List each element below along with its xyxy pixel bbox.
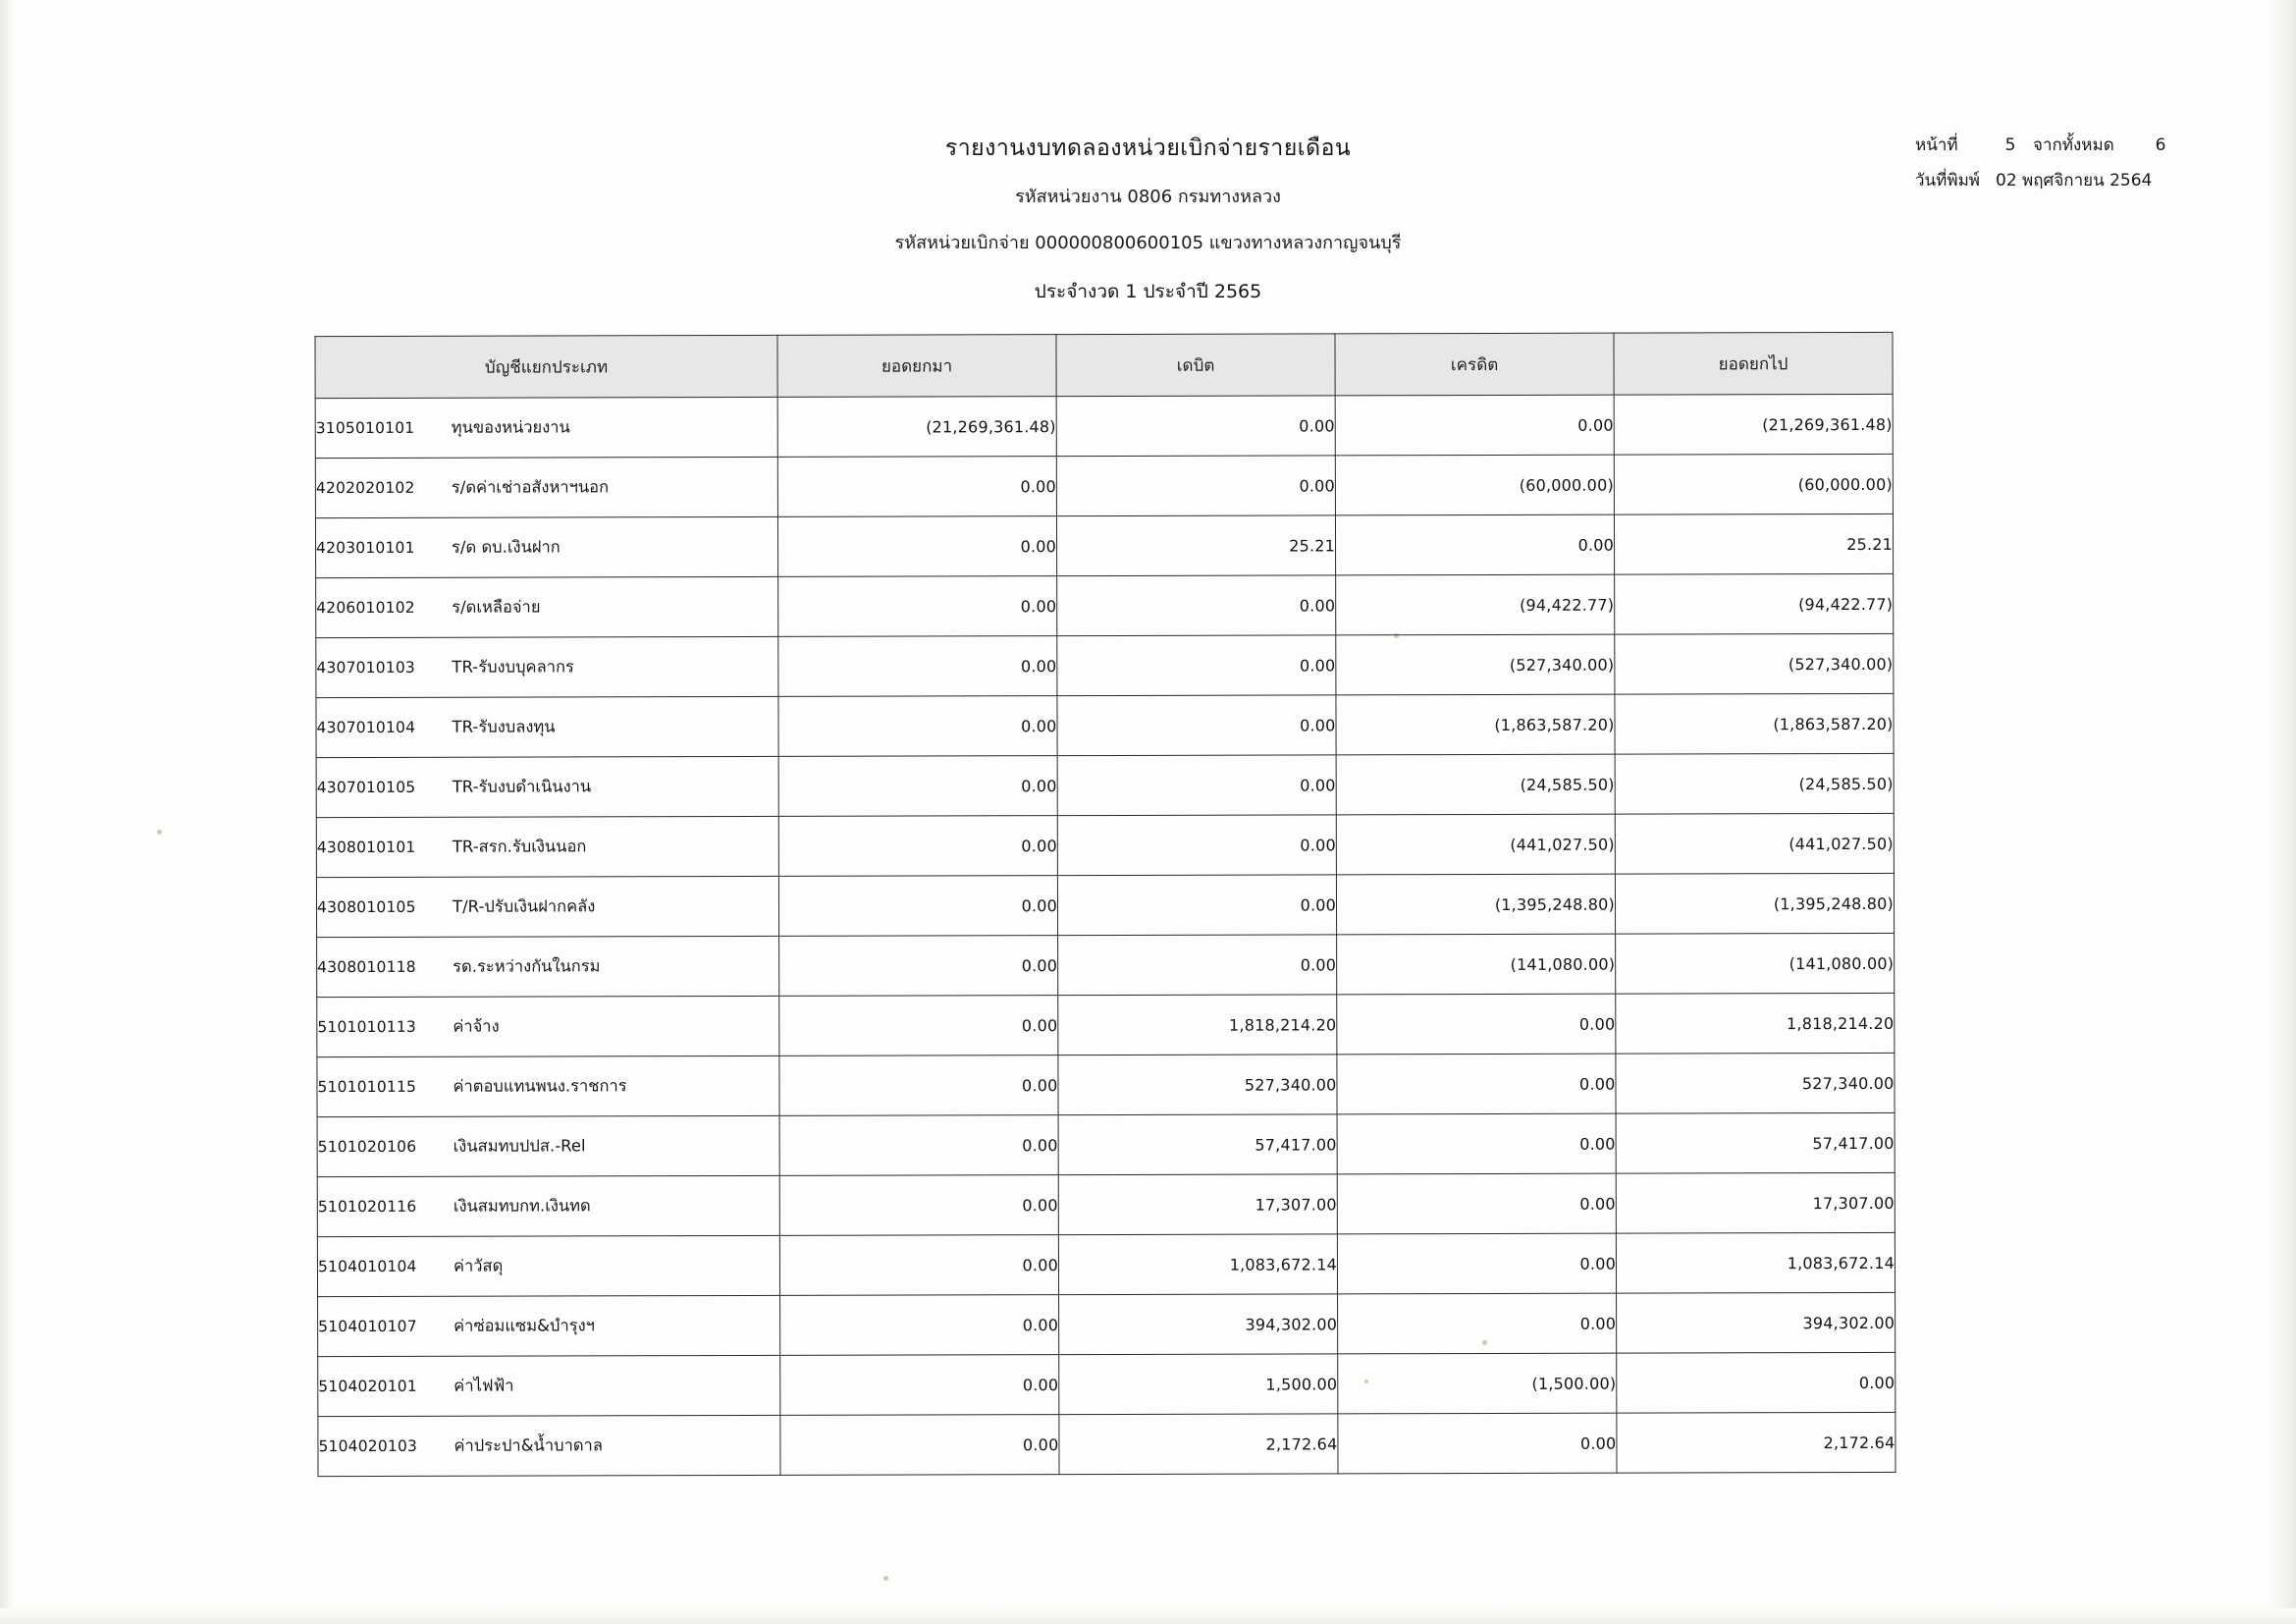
debit-cell: 0.00 (1056, 456, 1335, 516)
account-name: ร/ด ดบ.เงินฝาก (452, 537, 561, 557)
closing-balance-cell: 2,172.64 (1617, 1412, 1896, 1473)
table-row (318, 1292, 1896, 1356)
account-inner (317, 953, 778, 980)
account-code: 5101020116 (317, 1197, 417, 1217)
account-code: 4307010103 (316, 658, 416, 677)
account-cell (316, 576, 778, 637)
total-pages-label: จากทั้งหมด (2033, 135, 2114, 155)
opening-balance-cell: 0.00 (778, 576, 1057, 637)
account-code: 4206010102 (316, 598, 415, 618)
account-inner (316, 654, 777, 680)
account-cell (317, 1235, 779, 1296)
account-cell (315, 457, 777, 517)
account-cell (316, 636, 778, 697)
account-inner (317, 893, 778, 920)
table-row (315, 394, 1893, 458)
account-inner (318, 1133, 779, 1160)
scan-speck (883, 1576, 888, 1581)
print-date-label: วันที่พิมพ์ (1915, 171, 1980, 190)
closing-balance-cell: (527,340.00) (1615, 633, 1894, 694)
credit-cell: 0.00 (1335, 395, 1614, 456)
debit-cell: 0.00 (1058, 935, 1337, 996)
opening-balance-cell: 0.00 (779, 1235, 1058, 1296)
column-header-closing: ยอดยกไป (1614, 332, 1893, 395)
opening-balance-cell: 0.00 (777, 457, 1056, 517)
credit-cell: (1,500.00) (1338, 1353, 1617, 1414)
account-name: TR-รับงบบุคลากร (452, 657, 574, 677)
debit-cell: 527,340.00 (1058, 1055, 1337, 1115)
opening-balance-cell: 0.00 (779, 1175, 1058, 1236)
opening-balance-cell: 0.00 (778, 696, 1057, 757)
debit-cell: 0.00 (1057, 575, 1336, 636)
account-code: 3105010101 (315, 418, 415, 438)
column-header-account: บัญชีแยกประเภท (315, 335, 777, 398)
credit-cell: (60,000.00) (1335, 455, 1614, 515)
opening-balance-cell: 0.00 (780, 1355, 1059, 1416)
table-row (316, 873, 1894, 937)
credit-cell: 0.00 (1337, 994, 1616, 1055)
account-cell (316, 876, 778, 937)
account-code: 5101010115 (317, 1077, 417, 1097)
account-inner (318, 1253, 779, 1279)
opening-balance-cell: 0.00 (779, 996, 1058, 1056)
account-name: ร/ดค่าเช่าอสังหาฯนอก (451, 477, 610, 497)
account-name: ทุนของหน่วยงาน (451, 417, 570, 437)
page-number-row (1915, 128, 2180, 163)
account-cell (316, 696, 778, 757)
credit-cell: (1,395,248.80) (1336, 874, 1615, 935)
credit-cell: (141,080.00) (1337, 934, 1616, 995)
credit-cell: 0.00 (1335, 514, 1614, 575)
account-code: 4308010105 (316, 897, 416, 917)
credit-cell: (527,340.00) (1336, 634, 1615, 695)
table-row (317, 1232, 1895, 1296)
opening-balance-cell: 0.00 (780, 1295, 1059, 1356)
account-code: 4308010118 (317, 957, 416, 977)
account-code: 4203010101 (316, 538, 415, 558)
debit-cell: 17,307.00 (1058, 1174, 1337, 1235)
opening-balance-cell: 0.00 (778, 636, 1057, 697)
table-row (317, 1172, 1895, 1236)
account-code: 5104020103 (318, 1436, 418, 1456)
column-header-opening: ยอดยกมา (777, 335, 1056, 398)
account-name: เงินสมทบปปส.-Rel (453, 1136, 586, 1156)
credit-cell: 0.00 (1338, 1293, 1617, 1354)
account-code: 4308010101 (316, 838, 416, 857)
debit-cell: 1,083,672.14 (1058, 1234, 1337, 1295)
account-name: ค่าจ้าง (453, 1016, 500, 1036)
credit-cell: 0.00 (1337, 1054, 1616, 1114)
opening-balance-cell: 0.00 (779, 1056, 1058, 1116)
account-inner (316, 414, 777, 441)
account-name: TR-รับงบดำเนินงาน (452, 777, 592, 796)
account-code: 4202020102 (315, 478, 415, 498)
account-inner (317, 1073, 778, 1100)
period-line: ประจำงวด 1 ประจำปี 2565 (1034, 281, 1262, 302)
opening-balance-cell: (21,269,361.48) (777, 397, 1056, 458)
account-cell (317, 1056, 779, 1116)
debit-cell: 394,302.00 (1059, 1294, 1338, 1355)
account-name: ค่าไฟฟ้า (454, 1376, 514, 1395)
page-edge-bottom (0, 1608, 2296, 1624)
opening-balance-cell: 0.00 (777, 516, 1056, 577)
account-cell (315, 516, 777, 577)
account-code: 5104020101 (318, 1377, 417, 1396)
account-name: TR-รับงบลงทุน (452, 717, 556, 736)
account-cell (317, 1115, 779, 1176)
closing-balance-cell: 527,340.00 (1616, 1053, 1895, 1113)
opening-balance-cell: 0.00 (779, 1115, 1058, 1176)
account-cell (316, 816, 778, 877)
account-name: T/R-ปรับเงินฝากคลัง (452, 896, 596, 916)
closing-balance-cell: (24,585.50) (1615, 753, 1894, 814)
opening-balance-cell: 0.00 (780, 1415, 1059, 1476)
account-cell (318, 1355, 780, 1416)
page-number: 5 (2004, 135, 2016, 155)
credit-cell: 0.00 (1337, 1173, 1616, 1234)
print-date-row (1915, 163, 2180, 198)
account-inner (316, 594, 777, 621)
account-code: 4307010105 (316, 778, 416, 797)
closing-balance-cell: 0.00 (1617, 1352, 1896, 1413)
table-row (318, 1412, 1896, 1476)
account-code: 5101020106 (317, 1137, 417, 1157)
table-row (316, 693, 1894, 757)
credit-cell: (441,027.50) (1336, 814, 1615, 875)
credit-cell: 0.00 (1337, 1233, 1616, 1294)
account-code: 5104010107 (318, 1317, 417, 1336)
debit-cell: 57,417.00 (1058, 1114, 1337, 1175)
closing-balance-cell: (21,269,361.48) (1614, 394, 1893, 455)
unit-code-line: รหัสหน่วยงาน 0806 กรมทางหลวง (1015, 187, 1281, 207)
opening-balance-cell: 0.00 (778, 756, 1057, 817)
debit-cell: 0.00 (1057, 635, 1336, 696)
disbursing-unit-line: รหัสหน่วยเบิกจ่าย 000000800600105 แขวงทางหลวงกาญจนบุรี (894, 233, 1402, 253)
column-header-credit: เครดิต (1335, 333, 1614, 396)
page-meta (1915, 128, 2180, 198)
debit-cell: 0.00 (1057, 695, 1336, 756)
closing-balance-cell: (94,422.77) (1615, 573, 1894, 634)
account-inner (318, 1373, 779, 1399)
account-name: ค่าตอบแทนพนง.ราชการ (453, 1076, 627, 1096)
column-header-debit: เดบิต (1056, 334, 1335, 397)
account-name: ค่าซ่อมแซม&บำรุงฯ (454, 1316, 595, 1335)
account-cell (318, 1295, 780, 1356)
table-row (317, 1053, 1895, 1116)
credit-cell: 0.00 (1338, 1413, 1617, 1474)
closing-balance-cell: (141,080.00) (1616, 933, 1895, 994)
credit-cell: (1,863,587.20) (1336, 694, 1615, 755)
debit-cell: 0.00 (1057, 875, 1336, 936)
closing-balance-cell: 57,417.00 (1616, 1112, 1895, 1173)
scan-speck (157, 830, 162, 835)
credit-cell: 0.00 (1337, 1113, 1616, 1174)
table-row (318, 1352, 1896, 1416)
account-code: 5104010104 (317, 1257, 417, 1276)
account-inner (318, 1313, 779, 1339)
opening-balance-cell: 0.00 (778, 816, 1057, 877)
debit-cell: 0.00 (1056, 396, 1335, 457)
account-name: TR-สรก.รับเงินนอก (452, 837, 587, 856)
account-cell (317, 996, 779, 1056)
closing-balance-cell: 1,083,672.14 (1616, 1232, 1895, 1293)
account-code: 4307010104 (316, 718, 416, 737)
print-date-value: 02 พฤศจิกายน 2564 (1996, 171, 2153, 190)
account-name: ค่าประปา&น้ำบาดาล (454, 1435, 603, 1455)
debit-cell: 0.00 (1057, 755, 1336, 816)
account-name: เงินสมทบกท.เงินทด (453, 1196, 591, 1216)
closing-balance-cell: 17,307.00 (1616, 1172, 1895, 1233)
account-code: 5101010113 (317, 1017, 416, 1037)
closing-balance-cell: (60,000.00) (1614, 454, 1893, 514)
closing-balance-cell: (441,027.50) (1615, 813, 1894, 874)
debit-cell: 1,818,214.20 (1058, 995, 1337, 1056)
table-row (315, 454, 1893, 517)
account-cell (317, 1175, 779, 1236)
table-row (315, 514, 1893, 577)
account-inner (318, 1433, 779, 1459)
table-row (316, 813, 1894, 877)
account-inner (318, 1193, 779, 1219)
account-name: ร/ดเหลือจ่าย (452, 597, 541, 617)
account-inner (317, 1013, 778, 1040)
account-inner (316, 534, 777, 561)
table-row (316, 753, 1894, 817)
opening-balance-cell: 0.00 (779, 936, 1058, 997)
account-inner (317, 834, 778, 860)
credit-cell: (94,422.77) (1336, 574, 1615, 635)
page-title: รายงานงบทดลองหน่วยเบิกจ่ายรายเดือน (944, 135, 1352, 161)
table-row (317, 933, 1895, 997)
account-inner (317, 774, 778, 800)
debit-cell: 0.00 (1057, 815, 1336, 876)
credit-cell: (24,585.50) (1336, 754, 1615, 815)
debit-cell: 2,172.64 (1059, 1414, 1338, 1475)
table-row (316, 573, 1894, 637)
closing-balance-cell: (1,863,587.20) (1615, 693, 1894, 754)
account-cell (317, 936, 779, 997)
opening-balance-cell: 0.00 (778, 876, 1057, 937)
closing-balance-cell: 1,818,214.20 (1616, 993, 1895, 1054)
table-header-row (315, 332, 1893, 398)
debit-cell: 1,500.00 (1059, 1354, 1338, 1415)
closing-balance-cell: 25.21 (1614, 514, 1893, 574)
account-name: รด.ระหว่างกันในกรม (453, 956, 601, 976)
account-name: ค่าวัสดุ (453, 1256, 504, 1275)
table-row (316, 633, 1894, 697)
total-pages-value: 6 (2155, 135, 2166, 155)
trial-balance-table (314, 332, 1896, 1477)
account-cell (318, 1415, 780, 1476)
page-label: หน้าที่ (1915, 135, 1958, 155)
debit-cell: 25.21 (1056, 515, 1335, 576)
closing-balance-cell: 394,302.00 (1617, 1292, 1896, 1353)
account-cell (316, 756, 778, 817)
closing-balance-cell: (1,395,248.80) (1615, 873, 1894, 934)
account-cell (315, 397, 777, 458)
account-inner (316, 714, 777, 740)
table-row (317, 1112, 1895, 1176)
account-inner (316, 474, 777, 501)
table-row (317, 993, 1895, 1056)
